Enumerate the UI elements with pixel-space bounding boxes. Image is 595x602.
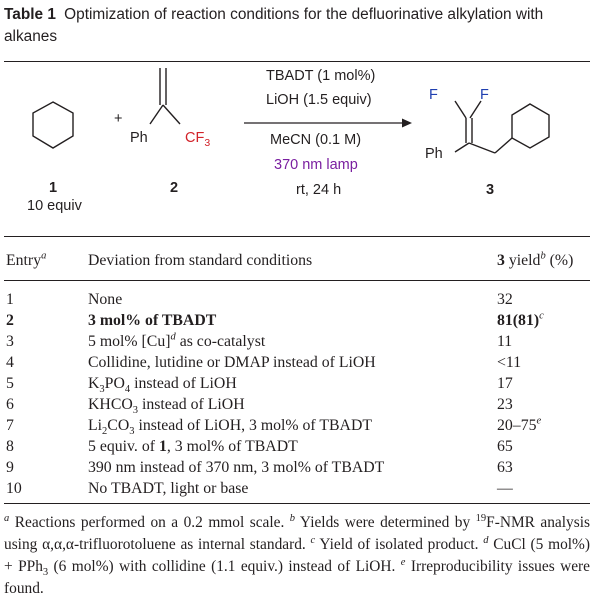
header-rule: [4, 280, 590, 281]
table-row: 4 Collidine, lutidine or DMAP instead of LiOH <11: [6, 354, 522, 371]
table-caption: [4, 4, 589, 48]
product-ph-label: Ph: [425, 146, 443, 162]
table-row: 10 No TBADT, light or base —: [6, 480, 513, 497]
condition-light: 370 nm lamp: [274, 157, 358, 173]
condition-temp-time: rt, 24 h: [296, 182, 342, 198]
reactant2-ph-label: Ph: [130, 130, 148, 146]
caption-label: Table 1: [4, 6, 56, 23]
product-fluorine-1: F: [429, 87, 438, 103]
table-row: 3 5 mol% $[Cu]^d$ as co-catalyst 11: [6, 331, 513, 350]
table-row: 9 390 nm instead of 370 nm, 3 mol% of TBADT 63: [6, 459, 513, 476]
header-deviation: Deviation from standard conditions: [88, 252, 313, 269]
scheme-bottom-rule: [4, 236, 590, 237]
reactant2-number: 2: [170, 180, 179, 196]
table-header-row: [4, 252, 590, 276]
condition-base: LiOH (1.5 equiv): [266, 92, 372, 108]
product-structure: [455, 101, 549, 153]
product-fluorine-2: F: [480, 87, 489, 103]
table-row: 2 3 mol% of TBADT $81(81)^c$: [6, 310, 544, 329]
reactant1-number: 1: [49, 180, 58, 196]
reaction-scheme: [0, 60, 595, 230]
reactant2-cf3-label: $CF_3$: [185, 130, 211, 149]
styrene-structure: [150, 68, 180, 124]
table-row: 6 $KHCO_3$ instead of LiOH 23: [6, 396, 513, 417]
condition-solvent: MeCN (0.1 M): [270, 132, 362, 148]
reaction-arrow: [244, 119, 412, 128]
table-bottom-rule: [4, 503, 590, 504]
product-number: 3: [486, 182, 495, 198]
caption-text: Optimization of reaction conditions for the defluorinative alkylation with alkanes: [4, 6, 544, 45]
table-row: 7 $Li_2CO_3$ instead of LiOH, 3 mol% of TBADT 20–75e: [6, 415, 542, 438]
reactant1-equiv: 10 equiv: [27, 198, 82, 214]
table-footnotes: $^a$ Reactions performed on a 0.2 mmol scale. $^b$ Yields were determined by $^{19}$F-NMR analysis using α,α,α-trifluorotoluene as internal standard. $^c$ Yield of isolated product. $^d$ CuCl (5 mol%) + PPh$_3$ (6 mol%) with collidine (1.1 equiv.) instead of LiOH. $^e$ Irreproducibility issues were found.: [4, 512, 590, 597]
header-entry: Entry$^a$: [6, 250, 47, 269]
table-row: 1 None 32: [6, 291, 513, 308]
table-row: 8 5 equiv. of 1, 3 mol% of TBADT 65: [6, 438, 513, 455]
cyclohexane-structure: [33, 102, 73, 148]
plus-sign: +: [114, 111, 123, 127]
header-yield: 3 yield$^b$ (%): [497, 250, 574, 269]
condition-catalyst: TBADT (1 mol%): [266, 68, 376, 84]
table-row: 5 $K_3PO_4$ instead of LiOH 17: [6, 375, 513, 396]
